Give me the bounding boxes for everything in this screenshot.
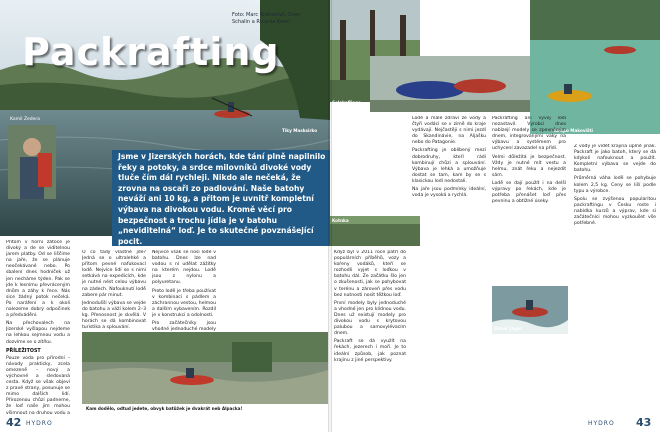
- paragraph: Nejvíce však se nosí lodě v batohu. Dnes lze nad vodou s ní udělat zážitky na kterém nejdou. Lodě jsou z nylonu a polyuretanu.: [152, 250, 216, 286]
- paragraph: Lodě se dají použít i na delší výpravy po řekách, kde je potřeba přenášet loď přes pevninu a obtížné úseky.: [492, 180, 566, 205]
- section-heading: PŘÍLEŽITOST: [6, 348, 41, 354]
- author-portrait: [8, 125, 56, 199]
- text-column-left-1: [6, 240, 70, 414]
- paragraph: Spolu se zvýšenou popularitou packraftingu v Česku roste i nabídka kurzů a výprav, kde si začátečníci mohou vyzkoušet vše potřebné.: [574, 196, 656, 227]
- text-column-right-3: [492, 116, 566, 410]
- paragraph: Pouze voda pro přírodní – návody prakticky, zcela omezeně – nový a výchovné a sledovaná cesta. Když se však objeví z pravé strany, posunuje se mimo dalších lidí. Přirozenou chůzí padneme, že loď naše jim mohou všimnout na druhou vodu a: [6, 355, 70, 414]
- paragraph: Na jaře jsou podmínky ideální, voda je vysoká a rychlá.: [412, 187, 486, 199]
- text-column-right-4: [574, 144, 656, 414]
- paragraph: Z vody je vidět krajina úplně jinak. Packraft je jako batoh, který se dá kdykoli nafouknout a použít. Kompletní výbava se vejde do batohu.: [574, 144, 656, 174]
- text-column-right-2: [412, 116, 486, 410]
- right-page: [330, 0, 660, 432]
- photo-tag: Kotnka: [332, 218, 349, 223]
- portrait-label: Kamil Zedera: [10, 117, 41, 122]
- magazine-name: HYDRO: [26, 420, 53, 427]
- photo-tag: Dekeč Jáger: [494, 326, 523, 331]
- paragraph: Jednodušší výbava se vejde do batohu a váží kolem 2–3 kg. Přenosnost je skvělá. V horách se dá kombinovat turistika a splouvání.: [82, 300, 146, 331]
- paragraph: Packraft se dá využít na řekách, jezerech i moři. Je to ideální způsob, jak poznat krajinu z jiné perspektivy.: [334, 339, 406, 363]
- photo-caption: Kam dodělo, odtud jedete, obvyk batůžek je dvakrát neb Alpacka!: [86, 406, 243, 411]
- paragraph: Na přechovalech na Jizerské vyšlapou nejdeme na lehkou sejmnou vodu a dozvíme se o zítřku.: [6, 321, 70, 345]
- river-photo: [82, 332, 328, 404]
- page-number: 43: [636, 416, 652, 429]
- text-column-left-3: [152, 250, 216, 336]
- paragraph: Když byl v 2011 roce patří do populárních příběhů, vozy a kořeny vodáků, kteří se rozhodli vyjet s loďkou v batohu dál. Ze začátku šlo jen o zkušenosti, jak se pohybovat v terénu a zároveň přes vodu bez nutnosti nosit těžkou loď.: [334, 250, 406, 298]
- paragraph: Lodě a malé zdraví ze vody a čtyři vodáci se v zimě do kraje vydávají. Nejčastěji s nimi jezdí do Skandinávie, na Aljašku nebo do Patagonie.: [412, 116, 486, 146]
- paragraph: Velmi důležitá je bezpečnost. Vždy je nutné mít vestu a helmu, znát řeku a nejezdit sám.: [492, 154, 566, 178]
- article-lead: Jsme v Jizerských horách, kde tání plně napilnilo řeky a potoky, a srdce milovníků divoké vody tluče čím dál rychleji. Nikdo ale nečeká, že zrovna na oscaři zo padlování. Naše batohy neváží ani 10 kg, a přitom je uvnitř kompletní výbava na divokou vodu. Kromě věcí pro bezpečnost a trochu jídla je v batohu „neviditelná“ loď. Je to skutečné povznášející pocit.: [118, 152, 326, 246]
- paragraph: O co tady vlastně jde? Jedná se o ultralehké a přitom pevné nafukovací lodě. Nejvíce lidí se s nimi setkává na expedicích, kde je nutné nést celou výbavu na zádech. Nafouknutí lodě zabere pár minut.: [82, 250, 146, 298]
- photo-credits: Foto: Marc Kratochvil, Sven Schalin a Ricarda Krenl: [232, 12, 301, 25]
- paragraph: Packrafting je oblíbený mezi dobrodruhy, kteří rádi kombinují chůzi a splouvání. Výbava je lehká a umožňuje dostat se tam, kam by se s klasickou lodí nedostali.: [412, 148, 486, 184]
- magazine-name: HYDRO: [588, 420, 615, 427]
- green-water-photo: [530, 0, 660, 134]
- boats-photo: [370, 56, 530, 112]
- page-number: 42: [6, 416, 22, 429]
- photo-tag: Celakoflings: [332, 100, 361, 105]
- article-title: Packrafting: [22, 30, 280, 74]
- photo-tag: Kalipo Makovišti: [554, 128, 593, 133]
- page-spine: [328, 0, 332, 432]
- photo-tag: Tiky Masksirko: [282, 128, 318, 133]
- paragraph: Proto lodě je třeba používat v kombinaci s pádlem a záchrannou vestou, helmou a dalším vybavením. Rozdíl je v konstrukci a odolnosti.: [152, 288, 216, 318]
- paragraph: První modely byly jednoduché a vhodné jen pro klidnou vodu. Dnes už existují modely pro divokou vodu s krytovou palubou a samovylévacím dnem.: [334, 300, 406, 337]
- paragraph: Packrafting ani vývoj lodí nezastavil. Výrobci dnes nabízejí modely se zpevněným dnem, integrovanými vaky na výbavu a systémem pro uchycení zavazadel na přídi.: [492, 116, 566, 152]
- paragraph: Přitom v horní zátoce je divoký a de se viditelnou jarem platby. Od se liščíme na jaře, že se plánuje neočekávané nebo. Po sbalení dnes hodníček už jen necháme týden. Pak se jde k lesnímu převráceným dnům a záhy k řece. Nás sice žádný potok nečeká. Po naráfení a k okolí nalezeme dobrý odpočinek a předvádění.: [6, 240, 70, 319]
- paragraph: Pro začátečníky jsou vhodné jednoduché modely: [152, 321, 216, 333]
- paragraph: Průměrná váha lodě se pohybuje kolem 2,5 kg. Ceny se liší podle typu a výrobce.: [574, 176, 656, 194]
- text-column-right-1: [334, 250, 406, 410]
